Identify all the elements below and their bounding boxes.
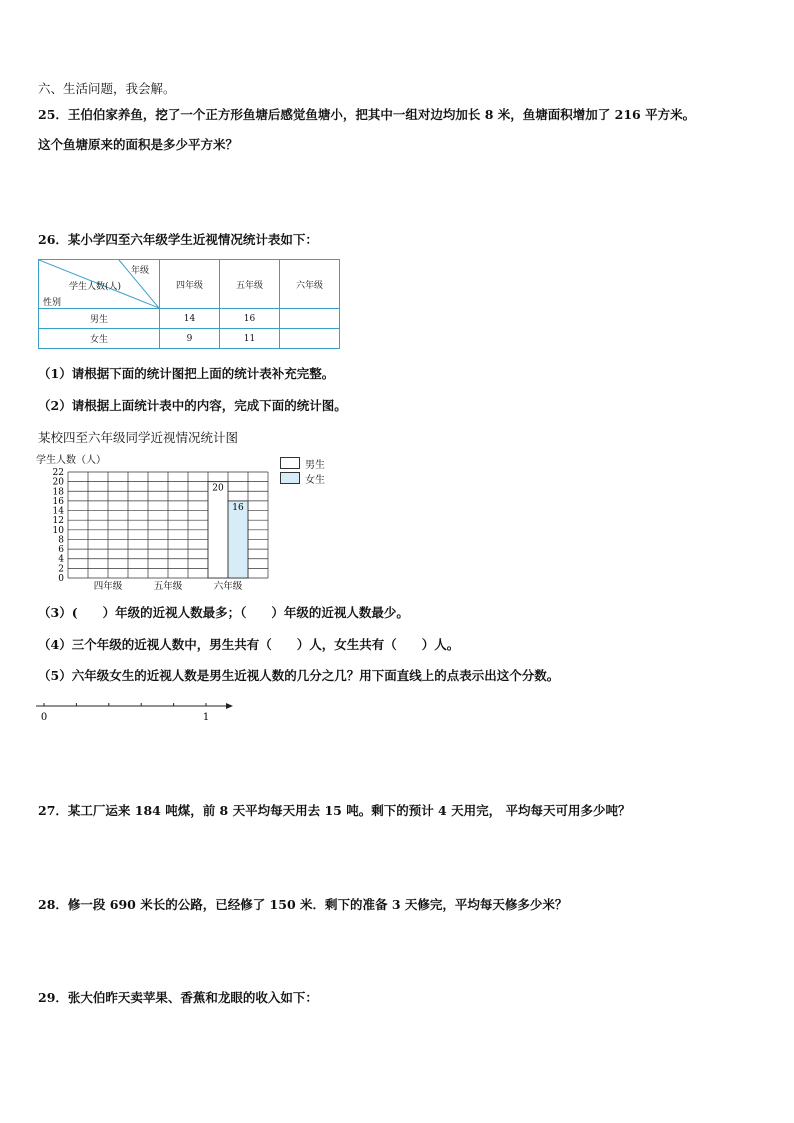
row-label: 男生 <box>39 309 160 329</box>
number-line[interactable] <box>36 698 236 726</box>
y-tick-label: 10 <box>52 525 64 536</box>
x-tick-label: 五年级 <box>153 581 183 592</box>
legend-swatch-girls <box>280 472 300 484</box>
question-number: 27． <box>38 803 68 818</box>
question-number: 29． <box>38 990 68 1005</box>
corner-gender-label: 性别 <box>43 298 62 308</box>
number-line-start: 0 <box>40 712 48 723</box>
legend-swatch-boys <box>280 457 300 469</box>
x-tick-label: 四年级 <box>93 581 123 592</box>
sub-question-4: （4）三个年级的近视人数中，男生共有（ ）人，女生共有（ ）人。 <box>38 637 460 652</box>
bar-boys <box>208 482 228 578</box>
x-tick-label: 六年级 <box>213 581 243 592</box>
table-corner-cell <box>39 260 160 309</box>
table-cell-blank[interactable] <box>280 309 340 329</box>
table-row <box>39 309 340 329</box>
y-tick-label: 18 <box>52 487 64 498</box>
y-tick-label: 8 <box>58 535 64 546</box>
question-text: 修一段 690 米长的公路，已经修了 150 米．剩下的准备 3 天修完，平均每天修多少米？ <box>67 897 568 912</box>
number-line-end: 1 <box>202 712 210 723</box>
question-number: 26． <box>38 232 68 247</box>
row-label: 女生 <box>39 329 160 349</box>
legend-label-girls: 女生 <box>305 475 325 486</box>
corner-grade-label: 年级 <box>131 266 150 276</box>
y-tick-label: 2 <box>58 564 64 575</box>
y-tick-label: 22 <box>52 468 64 478</box>
section-title: 六、生活问题，我会解。 <box>38 81 176 96</box>
y-tick-label: 0 <box>58 574 64 584</box>
x-tick-labels <box>94 580 243 592</box>
bars <box>208 482 248 578</box>
question-text: 某小学四至六年级学生近视情况统计表如下： <box>67 232 318 247</box>
y-tick-label: 14 <box>52 506 64 517</box>
question-29 <box>38 988 318 1006</box>
chart-title: 某校四至六年级同学近视情况统计图 <box>38 430 239 445</box>
question-28 <box>38 895 567 913</box>
y-ticks <box>53 468 65 584</box>
sub-question-3: （3）( ）年级的近视人数最多；（ ）年级的近视人数最少。 <box>38 605 409 620</box>
bar-data-label: 16 <box>232 502 244 513</box>
y-tick-label: 4 <box>58 554 64 565</box>
sub-question-2: （2）请根据上面统计表中的内容，完成下面的统计图。 <box>38 398 347 413</box>
table-cell-blank[interactable] <box>280 329 340 349</box>
y-tick-label: 6 <box>58 545 64 556</box>
table-cell: 16 <box>220 309 280 329</box>
question-25-line2: 这个鱼塘原来的面积是多少平方米？ <box>38 137 239 152</box>
table-cell: 14 <box>160 309 220 329</box>
corner-count-label: 学生人数(人) <box>69 282 122 292</box>
question-text: 某工厂运来 184 吨煤，前 8 天平均每天用去 15 吨。剩下的预计 4 天用完， 平均每天可用多少吨？ <box>67 803 631 818</box>
column-header: 四年级 <box>160 260 220 309</box>
bar-data-label: 20 <box>212 483 224 494</box>
question-number: 25． <box>38 107 68 122</box>
table-cell: 11 <box>220 329 280 349</box>
table-cell: 9 <box>160 329 220 349</box>
column-header: 五年级 <box>220 260 280 309</box>
y-axis-label: 学生人数（人） <box>36 455 106 466</box>
y-tick-label: 12 <box>52 516 64 527</box>
stats-table <box>38 259 340 349</box>
sub-question-1: （1）请根据下面的统计图把上面的统计表补充完整。 <box>38 366 335 381</box>
sub-question-5: （5）六年级女生的近视人数是男生近视人数的几分之几？用下面直线上的点表示出这个分数。 <box>38 668 560 683</box>
question-text: 张大伯昨天卖苹果、香蕉和龙眼的收入如下： <box>67 990 318 1005</box>
question-27 <box>38 801 630 819</box>
column-header: 六年级 <box>280 260 340 309</box>
y-tick-label: 16 <box>52 496 64 507</box>
question-26 <box>38 230 318 248</box>
question-number: 28． <box>38 897 68 912</box>
question-25 <box>38 105 695 123</box>
y-tick-label: 20 <box>52 477 64 488</box>
table-row <box>39 329 340 349</box>
question-text: 王伯伯家养鱼，挖了一个正方形鱼塘后感觉鱼塘小，把其中一组对边均加长 8 米，鱼塘面积增加了 216 平方米。 <box>67 107 696 122</box>
legend-label-boys: 男生 <box>305 460 325 471</box>
bar-chart <box>30 452 350 594</box>
